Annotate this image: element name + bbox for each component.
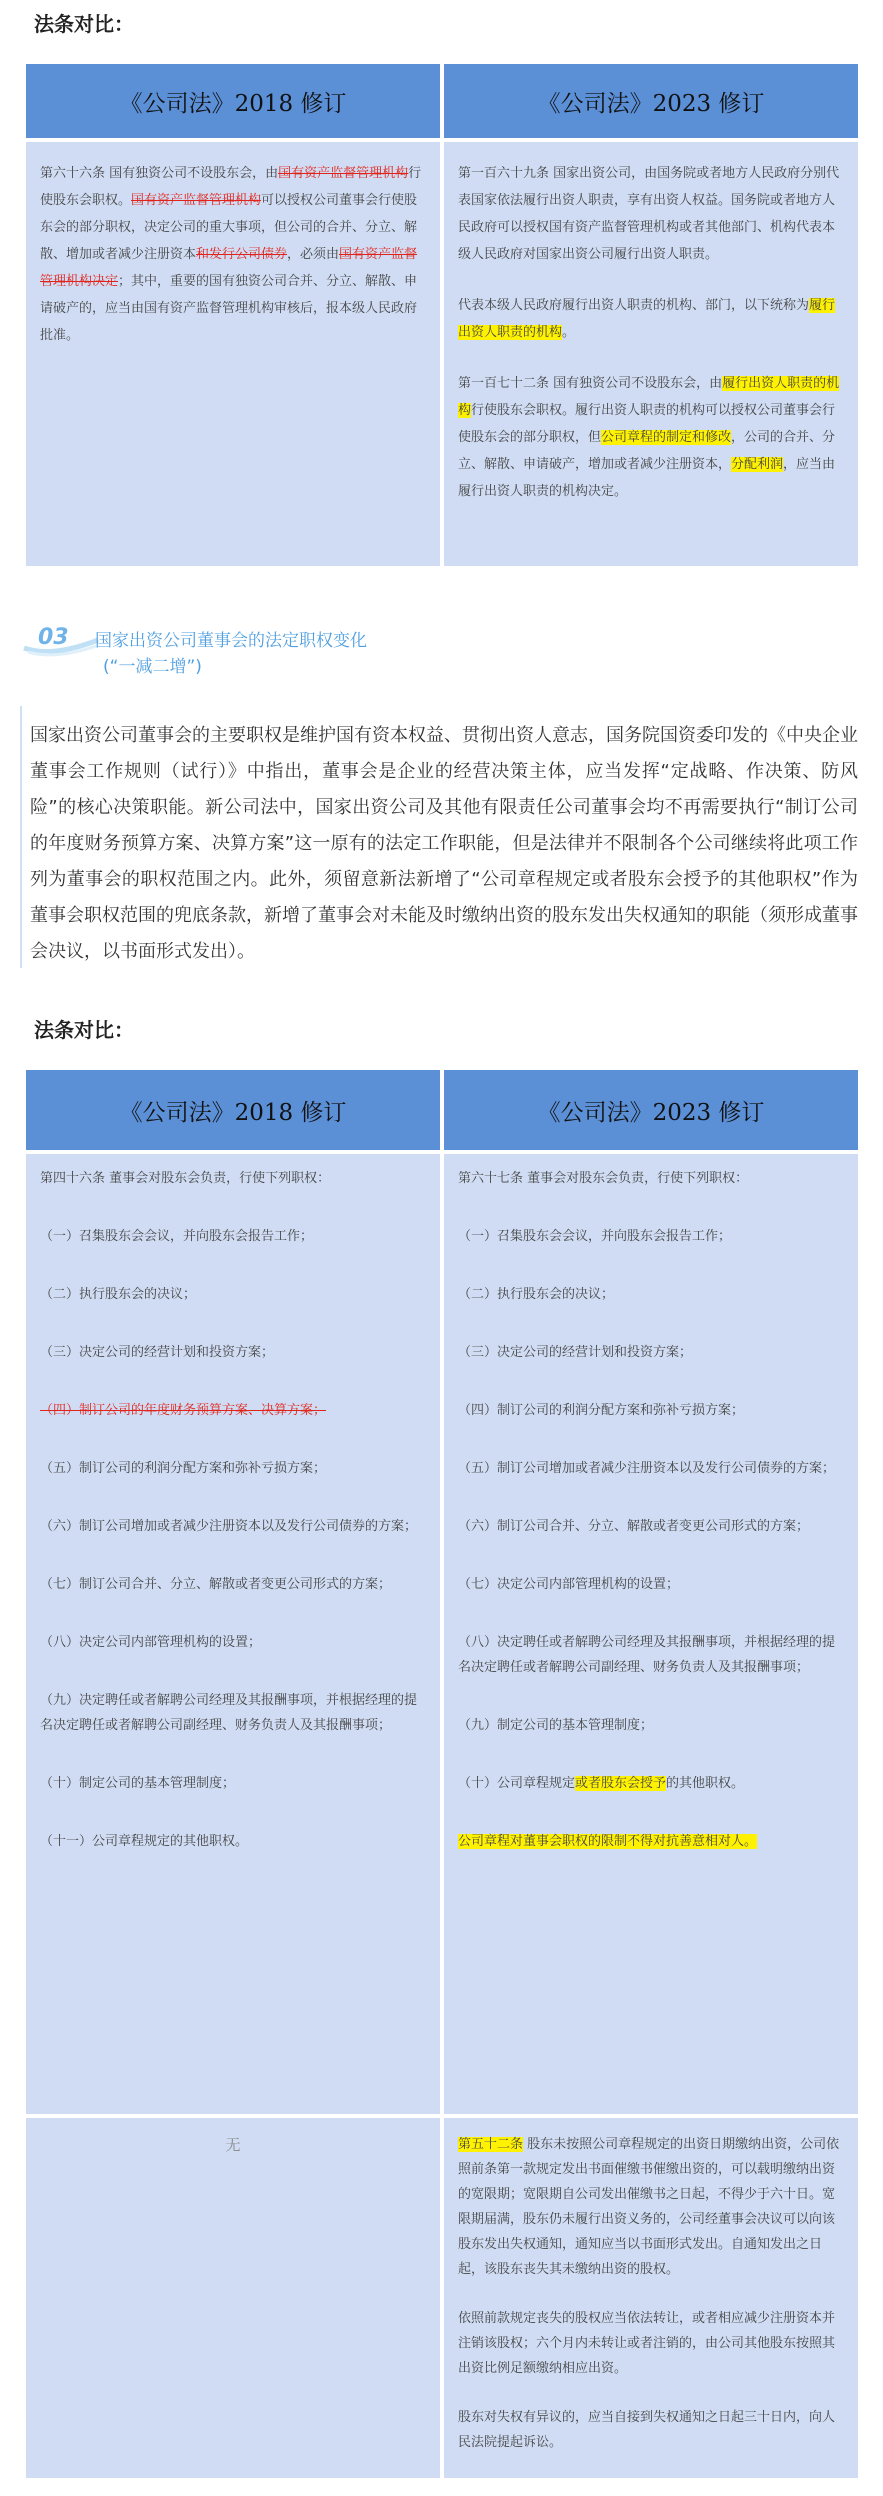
article-52-para3: 股东对失权有异议的，应当自接到失权通知之日起三十日内，向人民法院提起诉讼。: [458, 2410, 836, 2450]
table2-header-2023: 《公司法》2023 修订: [444, 1070, 858, 1150]
list-item: （八）决定公司内部管理机构的设置；: [40, 1635, 262, 1650]
list-item: 第六十七条 董事会对股东会负责，行使下列职权：: [458, 1171, 749, 1186]
list-item: （十一）公司章程规定的其他职权。: [40, 1834, 249, 1849]
list-item: （三）决定公司的经营计划和投资方案；: [40, 1345, 275, 1360]
section1-heading: 法条对比：: [34, 12, 134, 36]
list-item: （九）决定聘任或者解聘公司经理及其报酬事项，并根据经理的提名决定聘任或者解聘公司副经理、财务负责人及其报酬事项；: [40, 1693, 418, 1733]
list-item: （二）执行股东会的决议；: [40, 1287, 197, 1302]
list-item: （六）制订公司增加或者减少注册资本以及发行公司债券的方案；: [40, 1519, 418, 1534]
section-number: 03: [38, 625, 69, 650]
list-item: （八）决定聘任或者解聘公司经理及其报酬事项，并根据经理的提名决定聘任或者解聘公司副经理、财务负责人及其报酬事项；: [458, 1635, 836, 1675]
list-item: （五）制订公司增加或者减少注册资本以及发行公司债券的方案；: [458, 1461, 836, 1476]
article-169-text: 第一百六十九条 国家出资公司，由国务院或者地方人民政府分别代表国家依法履行出资人职责，享有出资人权益。国务院或者地方人民政府可以授权国有资产监督管理机构或者其他部门、机构代表本级人民政府对国家出资公司履行出资人职责。: [458, 166, 840, 262]
list-item: （七）制订公司合并、分立、解散或者变更公司形式的方案；: [40, 1577, 392, 1592]
list-item: （三）决定公司的经营计划和投资方案；: [458, 1345, 693, 1360]
section2-title-line1: 国家出资公司董事会的法定职权变化: [95, 631, 367, 651]
comparison-table-1: [22, 60, 862, 570]
table1-header-2023: 《公司法》2023 修订: [444, 64, 858, 138]
table2-row2-2023: [444, 2118, 858, 2478]
comparison-table-2: [22, 1066, 862, 2482]
list-item: （一）召集股东会会议，并向股东会报告工作；: [458, 1229, 732, 1244]
list-item: （十）制定公司的基本管理制度；: [40, 1776, 236, 1791]
definition-text: 代表本级人民政府履行出资人职责的机构、部门，以下统称为履行出资人职责的机构。: [458, 298, 836, 340]
list-item: 第四十六条 董事会对股东会负责，行使下列职权：: [40, 1171, 331, 1186]
intro-accent-bar: [20, 706, 22, 968]
section3-heading: 法条对比：: [34, 1018, 134, 1042]
article-172-text: 第一百七十二条 国有独资公司不设股东会，由履行出资人职责的机构行使股东会职权。履行出资人职责的机构可以授权公司董事会行使股东会的部分职权，但公司章程的制定和修改，公司的合并、分立、解散、申请破产，增加或者减少注册资本，分配利润，应当由履行出资人职责的机构决定。: [458, 376, 840, 499]
article-52-para2: 依照前款规定丧失的股权应当依法转让，或者相应减少注册资本并注销该股权；六个月内未转让或者注销的，由公司其他股东按照其出资比例足额缴纳相应出资。: [458, 2311, 836, 2376]
table2-cell-2023: [444, 1154, 858, 2114]
section2-intro-paragraph: 国家出资公司董事会的主要职权是维护国有资本权益、贯彻出资人意志，国务院国资委印发的《中央企业董事会工作规则（试行）》中指出，董事会是企业的经营决策主体，应当发挥“定战略、作决策、防风险”的核心决策职能。新公司法中，国家出资公司及其他有限责任公司董事会均不再需要执行“制订公司的年度财务预算方案、决算方案”这一原有的法定工作职能，但是法律并不限制各个公司继续将此项工作列为董事会的职权范围之内。此外，须留意新法新增了“公司章程规定或者股东会授予的其他职权”作为董事会职权范围的兜底条款，新增了董事会对未能及时缴纳出资的股东发出失权通知的职能（须形成董事会决议，以书面形式发出）。: [30, 725, 858, 962]
list-item: （七）决定公司内部管理机构的设置；: [458, 1577, 680, 1592]
list-item: （六）制订公司合并、分立、解散或者变更公司形式的方案；: [458, 1519, 810, 1534]
table2-row2-2018: 无: [26, 2118, 440, 2478]
list-item: （一）召集股东会会议，并向股东会报告工作；: [40, 1229, 314, 1244]
list-item: （九）制定公司的基本管理制度；: [458, 1718, 654, 1733]
article-66-text: 第六十六条 国有独资公司不设股东会，由国有资产监督管理机构行使股东会职权。国有资产监督管理机构可以授权公司董事会行使股东会的部分职权，决定公司的重大事项，但公司的合并、分立、解散、增加或者减少注册资本和发行公司债券，必须由国有资产监督管理机构决定；其中，重要的国有独资公司合并、分立、解散、申请破产的，应当由国有资产监督管理机构审核后，报本级人民政府批准。: [40, 166, 422, 343]
list-item: （四）制订公司的利润分配方案和弥补亏损方案；: [458, 1403, 745, 1418]
list-item: （二）执行股东会的决议；: [458, 1287, 615, 1302]
table1-header-2018: 《公司法》2018 修订: [26, 64, 440, 138]
section2-title: [95, 628, 367, 680]
limit-clause: 公司章程对董事会职权的限制不得对抗善意相对人。: [458, 1834, 758, 1849]
article-52-text: 第五十二条 股东未按照公司章程规定的出资日期缴纳出资，公司依照前条第一款规定发出书面催缴书催缴出资的，可以载明缴纳出资的宽限期；宽限期自公司发出催缴书之日起，不得少于六十日。宽限期届满，股东仍未履行出资义务的，公司经董事会决议可以向该股东发出失权通知，通知应当以书面形式发出。自通知发出之日起，该股东丧失其未缴纳出资的股权。: [458, 2137, 840, 2277]
table2-header-2018: 《公司法》2018 修订: [26, 1070, 440, 1150]
list-item-deleted: （四）制订公司的年度财务预算方案、决算方案；: [40, 1403, 327, 1418]
table1-cell-2023: [444, 142, 858, 566]
list-item: （五）制订公司的利润分配方案和弥补亏损方案；: [40, 1461, 327, 1476]
table1-cell-2018: [26, 142, 440, 566]
table2-cell-2018: [26, 1154, 440, 2114]
section-number-badge: [22, 614, 100, 660]
section2-title-line2: (“一减二增”): [103, 657, 202, 677]
list-item-amended: （十）公司章程规定或者股东会授予的其他职权。: [458, 1776, 745, 1791]
